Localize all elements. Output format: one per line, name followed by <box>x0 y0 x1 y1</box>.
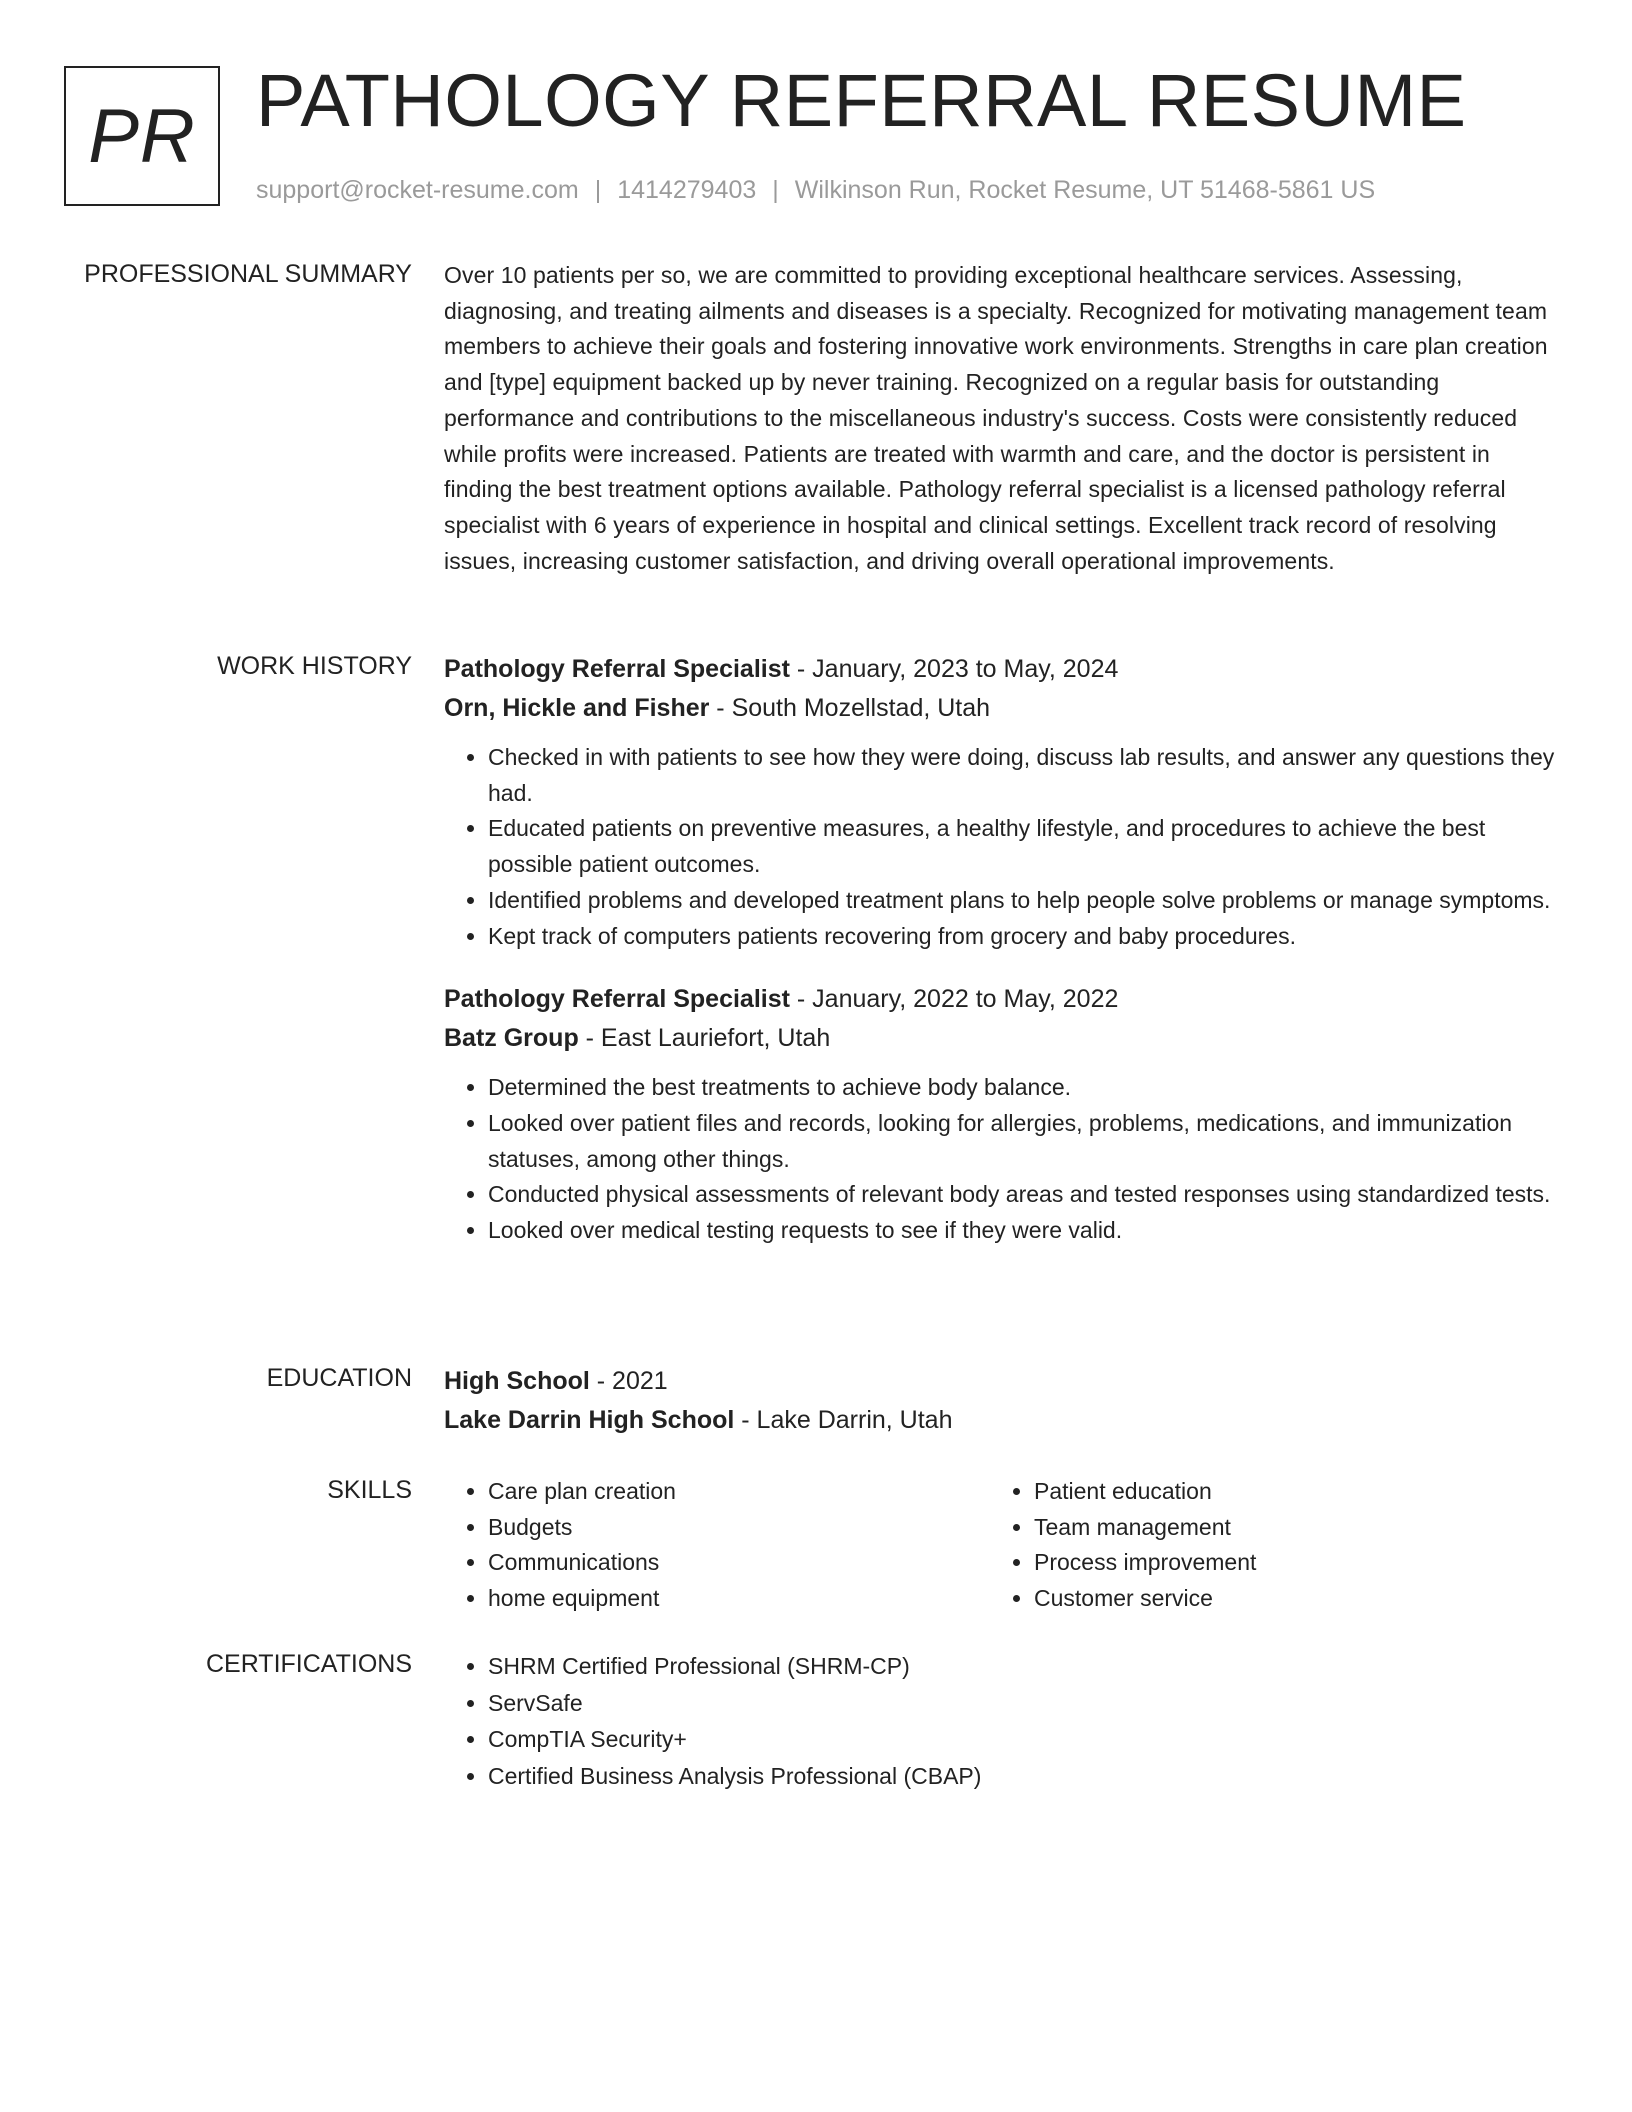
section-heading-skills: SKILLS <box>327 1476 412 1504</box>
education-location: - Lake Darrin, Utah <box>734 1406 953 1434</box>
job-title: Pathology Referral Specialist <box>444 655 790 683</box>
skill-item: • home equipment <box>488 1581 990 1617</box>
skills-column-right <box>990 1474 1536 1617</box>
contact-phone: 1414279403 <box>617 176 757 204</box>
job-entry <box>444 650 1560 954</box>
skill-item: • Process improvement <box>1034 1545 1536 1581</box>
job-company-line <box>444 689 1560 728</box>
section-heading-work-history: WORK HISTORY <box>217 652 412 680</box>
job-location: - South Mozellstad, Utah <box>709 694 991 722</box>
resume-title: PATHOLOGY REFERRAL RESUME <box>256 59 1467 142</box>
contact-email: support@rocket-resume.com <box>256 176 579 204</box>
job-dates: - January, 2023 to May, 2024 <box>789 655 1119 683</box>
job-bullet: • Looked over medical testing requests to see if they were valid. <box>488 1213 1560 1249</box>
section-heading-education: EDUCATION <box>266 1364 412 1392</box>
certification-item: • Certified Business Analysis Professional (CBAP) <box>488 1758 1560 1795</box>
skill-item: • Customer service <box>1034 1581 1536 1617</box>
job-company: Orn, Hickle and Fisher <box>444 694 710 722</box>
education-degree: High School <box>444 1367 590 1395</box>
certification-item: • ServSafe <box>488 1685 1560 1722</box>
initials-monogram <box>64 66 220 206</box>
skill-item: • Team management <box>1034 1510 1536 1546</box>
skills-list <box>444 1474 990 1617</box>
education-degree-line <box>444 1362 1560 1401</box>
skill-item: • Patient education <box>1034 1474 1536 1510</box>
job-title: Pathology Referral Specialist <box>444 985 790 1014</box>
job-bullet: • Checked in with patients to see how they were doing, discuss lab results, and answer any questions they had. <box>488 740 1560 811</box>
summary-text: Over 10 patients per so, we are committed to providing exceptional healthcare services. Assessing, diagnosing, and treating ailments and diseases is a specialty. Recognized for motivating management team members to achieve their goals and fostering innovative work environments. Strengths in care plan creation and [type] equipment backed up by never training. Recognized on a regular basis for outstanding performance and contributions to the miscellaneous industry's success. Costs were consistently reduced while profits were increased. Patients are treated with warmth and care, and the doctor is persistent in finding the best treatment options available. Pathology referral specialist is a licensed pathology referral specialist with 6 years of experience in hospital and clinical settings. Excellent track record of resolving issues, increasing customer satisfaction, and driving overall operational improvements. <box>444 262 1548 574</box>
job-company: Batz Group <box>444 1024 579 1053</box>
job-bullet-list <box>444 1070 1560 1249</box>
education-school: Lake Darrin High School <box>444 1406 735 1434</box>
job-bullet: • Identified problems and developed treatment plans to help people solve problems or manage symptoms. <box>488 883 1560 919</box>
job-company-line <box>444 1019 1560 1058</box>
job-bullet: • Conducted physical assessments of relevant body areas and tested responses using standardized tests. <box>488 1177 1560 1213</box>
job-title-line <box>444 650 1560 689</box>
initials-text: PR <box>88 93 196 179</box>
skills-list <box>990 1474 1536 1617</box>
skill-item: • Budgets <box>488 1510 990 1546</box>
job-entry <box>444 980 1560 1249</box>
work-history-body <box>444 650 1560 1275</box>
certification-item: • SHRM Certified Professional (SHRM-CP) <box>488 1648 1560 1685</box>
skills-body <box>444 1474 1560 1617</box>
certifications-list <box>444 1648 1560 1794</box>
contact-separator: | <box>594 176 602 204</box>
job-bullet: • Kept track of computers patients recovering from grocery and baby procedures. <box>488 919 1560 955</box>
job-bullet: • Looked over patient files and records, looking for allergies, problems, medications, and immunization statuses, among other things. <box>488 1106 1560 1177</box>
contact-line <box>256 174 1375 206</box>
job-bullet: • Educated patients on preventive measures, a healthy lifestyle, and procedures to achieve the best possible patient outcomes. <box>488 811 1560 882</box>
skills-column-left <box>444 1474 990 1617</box>
skill-item: • Care plan creation <box>488 1474 990 1510</box>
section-heading-summary: PROFESSIONAL SUMMARY <box>84 260 412 288</box>
job-title-line <box>444 980 1560 1019</box>
education-school-line <box>444 1401 1560 1440</box>
contact-address: Wilkinson Run, Rocket Resume, UT 51468-5861 US <box>794 176 1376 204</box>
skill-item: • Communications <box>488 1545 990 1581</box>
education-body <box>444 1362 1560 1440</box>
job-dates: - January, 2022 to May, 2022 <box>789 985 1119 1014</box>
certification-item: • CompTIA Security+ <box>488 1721 1560 1758</box>
contact-separator: | <box>772 176 779 204</box>
summary-body <box>444 258 1560 579</box>
section-heading-certifications: CERTIFICATIONS <box>205 1650 412 1678</box>
job-bullet: • Determined the best treatments to achieve body balance. <box>488 1070 1560 1106</box>
certifications-body <box>444 1648 1560 1794</box>
job-location: - East Lauriefort, Utah <box>578 1024 831 1053</box>
education-year: - 2021 <box>589 1367 668 1395</box>
job-bullet-list <box>444 740 1560 954</box>
